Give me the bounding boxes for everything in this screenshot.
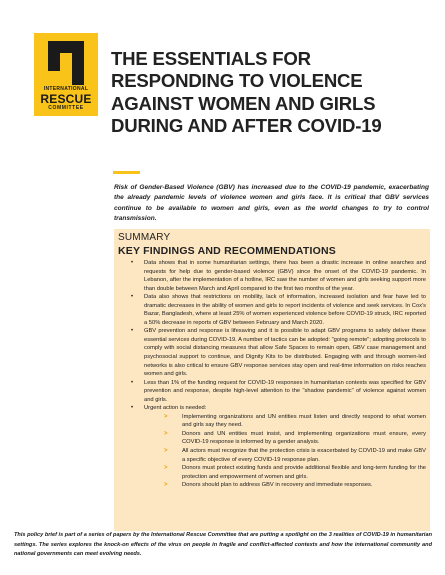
logo-line-rescue: RESCUE	[40, 92, 92, 106]
chevron-right-icon: >	[164, 413, 168, 420]
chevron-right-icon: >	[164, 448, 168, 455]
urgent-action-item	[144, 447, 426, 464]
urgent-action-item	[144, 464, 426, 481]
bullet-icon: •	[131, 379, 134, 386]
finding-item-urgent	[120, 404, 426, 489]
urgent-action-text: All actors must recognize that the protection crisis is exacerbated by COVID-19 and make GBV a specific objective of every COVID-19 response plan.	[182, 448, 426, 463]
finding-text: GBV prevention and response is lifesaving and it is possible to adapt GBV programs to safely deliver these essential services during COVID-19. A number of tactics can be adopted: "going remote"; adopting protocols to comply with social distancing measures that allow Safe Spaces to remain open, GBV case management and psychosocial support to continue, and Dignity Kits to be distributed. Engaging with and through women-led networks is also critical to ensure GBV response services stay open and real-time information on risks reaches women and girls.	[144, 328, 426, 378]
urgent-action-text: Implementing organizations and UN entities must listen and directly respond to what women and girls say they need.	[182, 413, 426, 429]
urgent-action-label: Urgent action is needed:	[144, 405, 207, 412]
urgent-action-item	[144, 413, 426, 430]
bullet-icon: •	[131, 294, 134, 301]
chevron-right-icon: >	[164, 482, 168, 489]
finding-text: Data shows that in some humanitarian settings, there has been a drastic increase in online searches and requests for help due to gender-based violence (GBV) since the onset of the COVID-19 pandemic. In Lebanon, after the implementation of a hotline, IRC saw the number of women and girls seeking support more than double between March and April compared to the first two months of the year.	[144, 260, 426, 292]
footer-note: This policy brief is part of a series of papers by the International Rescue Committee that are putting a spotlight on the 3 realities of COVID-19 in humanitarian settings. The series explores the knock-on effects of the virus on people in fragile and conflict-affected contexts and how the international community and national governments can meet evolving needs.	[14, 532, 432, 558]
finding-text: Less than 1% of the funding request for COVID-19 responses in humanitarian contexts was specified for GBV prevention and response, despite high-level attention to the "shadow pandemic" of violence against women and girls.	[144, 379, 426, 403]
findings-list	[120, 259, 426, 490]
intro-paragraph: Risk of Gender-Based Violence (GBV) has increased due to the COVID-19 pandemic, exacerbating the already pandemic levels of violence women and girls face. It is critical that GBV services continue to be available to women and girls, even as the world changes to try to control transmission.	[114, 184, 429, 222]
bullet-icon: •	[131, 405, 134, 412]
finding-item	[120, 259, 426, 293]
title-line: RESPONDING TO VIOLENCE	[111, 70, 363, 92]
accent-rule	[113, 171, 140, 174]
urgent-action-text: Donors should plan to address GBV in recovery and immediate responses.	[182, 482, 373, 489]
irc-logo	[34, 33, 98, 116]
finding-item	[120, 293, 426, 327]
title-line: THE ESSENTIALS FOR	[111, 48, 311, 69]
urgent-action-text: Donors must protect existing funds and provide additional flexible and long-term funding for the protection and empowerment of women and girls.	[182, 465, 426, 480]
urgent-action-text: Donors and UN entities must insist, and implementing organizations must ensure, every COVID-19 response is informed by a gender analysis.	[182, 430, 426, 446]
bullet-icon: •	[131, 328, 134, 335]
title-line: DURING AND AFTER COVID-19	[111, 115, 382, 137]
rescue-arrow-icon	[48, 41, 84, 85]
urgent-actions-list	[144, 413, 426, 490]
logo-line-committee: COMMITTEE	[48, 105, 84, 111]
summary-label: SUMMARY	[118, 232, 171, 243]
finding-text: Data also shows that restrictions on mobility, lack of information, increased isolation and fear have led to dramatic decreases in the ability of women and girls to report incidents of violence and seek services. In Cox's Bazar, Bangladesh, where at least 25% of women experienced violence before COVID-19 struck, IRC reported a 50% decrease in reports of GBV between February and March 2020.	[144, 294, 426, 326]
urgent-action-item	[144, 430, 426, 447]
chevron-right-icon: >	[164, 430, 168, 437]
bullet-icon: •	[131, 260, 134, 266]
finding-item	[120, 379, 426, 405]
finding-item	[120, 327, 426, 378]
page-title	[111, 48, 431, 138]
title-line: AGAINST WOMEN AND GIRLS	[111, 92, 376, 114]
logo-line-international: INTERNATIONAL	[43, 86, 89, 92]
chevron-right-icon: >	[164, 465, 168, 472]
key-findings-heading: KEY FINDINGS AND RECOMMENDATIONS	[118, 245, 336, 257]
urgent-action-item	[144, 481, 426, 490]
